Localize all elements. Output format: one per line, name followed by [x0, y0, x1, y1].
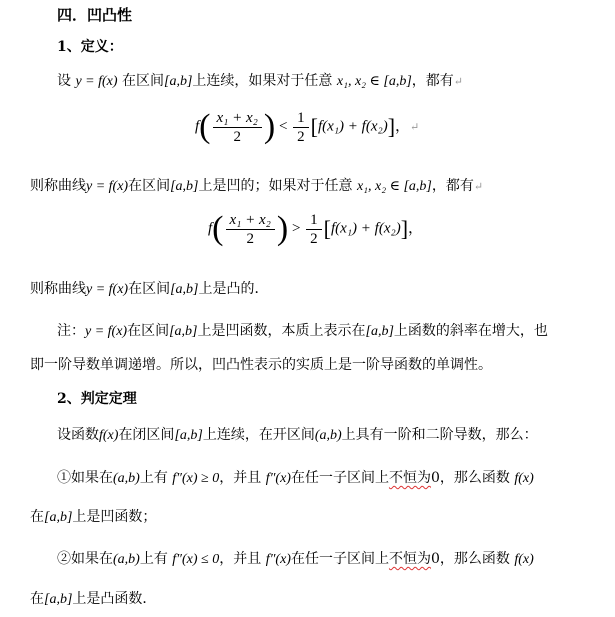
text: 则称曲线: [30, 281, 86, 297]
rhs-expr: f(x₁) + f(x₂): [318, 118, 388, 135]
text: 在区间: [122, 73, 164, 89]
numerator: 1: [306, 211, 322, 230]
denominator: 2: [233, 128, 241, 145]
formula-concave: f( $\frac{\text{x₁ + x₂}}{2}$ ) < $\frac{1}{2}$ [f(x₁) + f(x₂)]，↵: [195, 108, 420, 145]
theorem-item-1-cont: [30, 508, 156, 527]
function-expr: y = f(x): [85, 324, 128, 339]
half-fraction: [293, 109, 309, 146]
text: 在区间: [128, 281, 171, 297]
fraction: [226, 211, 275, 248]
text: 则称曲线: [30, 178, 86, 194]
text: 上具有一阶和二阶导数，那么：: [341, 427, 538, 443]
theorem-item-2-cont: [30, 590, 156, 609]
function-expr: y = f(x): [75, 74, 118, 89]
text: 在任一子区间上: [290, 551, 389, 567]
fraction: [213, 109, 262, 146]
paragraph-mark: ↵: [453, 75, 463, 88]
text: ①如果在: [57, 470, 113, 486]
text: 设: [57, 73, 71, 89]
function-expr: f(x): [514, 471, 534, 486]
text: ，并且: [219, 551, 262, 567]
text: 上有: [139, 470, 168, 486]
open-interval: (a,b): [113, 552, 140, 567]
interval: [a,b]: [174, 428, 203, 443]
text-spellcheck: 不恒为: [388, 470, 431, 486]
text: 上是凹函数；: [72, 509, 157, 525]
text: 在区间: [128, 178, 171, 194]
second-derivative: f″(x): [265, 552, 291, 567]
open-interval: (a,b): [314, 428, 342, 443]
text: 在闭区间: [118, 427, 175, 443]
relation: >: [291, 220, 301, 237]
theorem-item-1: [57, 469, 534, 488]
rhs-expr: f(x₁) + f(x₂): [331, 220, 401, 237]
half-fraction: [306, 211, 322, 248]
theorem-heading: 2、判定定理: [57, 391, 137, 407]
text: 在: [30, 509, 44, 525]
vars-expr: x₁, x₂ ∈ [a,b]: [336, 74, 412, 89]
function-expr: f(x): [514, 552, 534, 567]
text: 在: [30, 591, 44, 607]
zero: 0: [430, 470, 440, 486]
definition-line-1: [57, 72, 463, 91]
section-title: 四．凹凸性: [57, 6, 133, 24]
formula-convex: f( $\frac{\text{x₁ + x₂}}{2}$ ) > $\frac{1}{2}$ [f(x₁) + f(x₂)]，: [208, 210, 424, 247]
text: ，: [395, 118, 411, 135]
condition-expr: f″(x) ≤ 0: [172, 552, 220, 567]
text: 上是凸的．: [198, 281, 269, 297]
open-interval: (a,b): [113, 471, 140, 486]
text: 上有: [139, 551, 168, 567]
text: ，都有: [411, 73, 454, 89]
condition-expr: f″(x) ≥ 0: [172, 471, 220, 486]
text: ，并且: [219, 470, 262, 486]
interval: [a,b]: [44, 592, 73, 607]
second-derivative: f″(x): [265, 471, 291, 486]
text: 上是凸函数．: [72, 591, 157, 607]
function-expr: y = f(x): [86, 179, 129, 194]
interval: [a,b]: [169, 324, 198, 339]
f-symbol: f: [195, 118, 200, 135]
interval: [a,b]: [170, 282, 199, 297]
text: 上是凹的；如果对于任意: [198, 178, 353, 194]
paragraph-mark: ↵: [410, 121, 420, 134]
zero: 0: [430, 551, 440, 567]
denominator: 2: [297, 128, 305, 145]
note-label: 注：: [57, 323, 85, 339]
vars-expr: x₁, x₂ ∈ [a,b]: [356, 179, 432, 194]
interval: [a,b]: [365, 324, 394, 339]
text: 上连续，在开区间: [202, 427, 315, 443]
theorem-line-1: [57, 426, 538, 445]
text: ，那么函数: [439, 551, 510, 567]
numerator: 1: [293, 109, 309, 128]
definition-heading: 1、定义：: [57, 39, 123, 55]
text: 设函数: [57, 427, 99, 443]
function-expr: f(x): [99, 428, 119, 443]
function-expr: y = f(x): [86, 282, 129, 297]
denominator: 2: [310, 230, 318, 247]
f-symbol: f: [208, 220, 213, 237]
text: 上是凹函数，本质上表示在: [197, 323, 366, 339]
text: 上连续，如果对于任意: [192, 73, 333, 89]
text: 在区间: [127, 323, 170, 339]
interval: [a,b]: [44, 510, 73, 525]
text: ②如果在: [57, 551, 113, 567]
numerator: x₁ + x₂: [213, 109, 262, 128]
text: ，: [408, 220, 424, 237]
text: ，那么函数: [439, 470, 510, 486]
interval: [a,b]: [170, 179, 199, 194]
denominator: 2: [246, 230, 254, 247]
numerator: x₁ + x₂: [226, 211, 275, 230]
relation: <: [278, 118, 288, 135]
definition-line-2: [30, 177, 483, 196]
interval: [a,b]: [164, 74, 193, 89]
note-line-2: 即一阶导数单调递增。所以，凹凸性表示的实质上是一阶导函数的单调性。: [30, 357, 492, 373]
text: 上函数的斜率在增大，也: [393, 323, 548, 339]
text: 在任一子区间上: [290, 470, 389, 486]
note-line-1: [57, 322, 548, 341]
text-spellcheck: 不恒为: [388, 551, 431, 567]
definition-line-3: [30, 280, 269, 299]
theorem-item-2: [57, 550, 534, 569]
paragraph-mark: ↵: [473, 180, 484, 193]
text: ，都有: [431, 178, 474, 194]
